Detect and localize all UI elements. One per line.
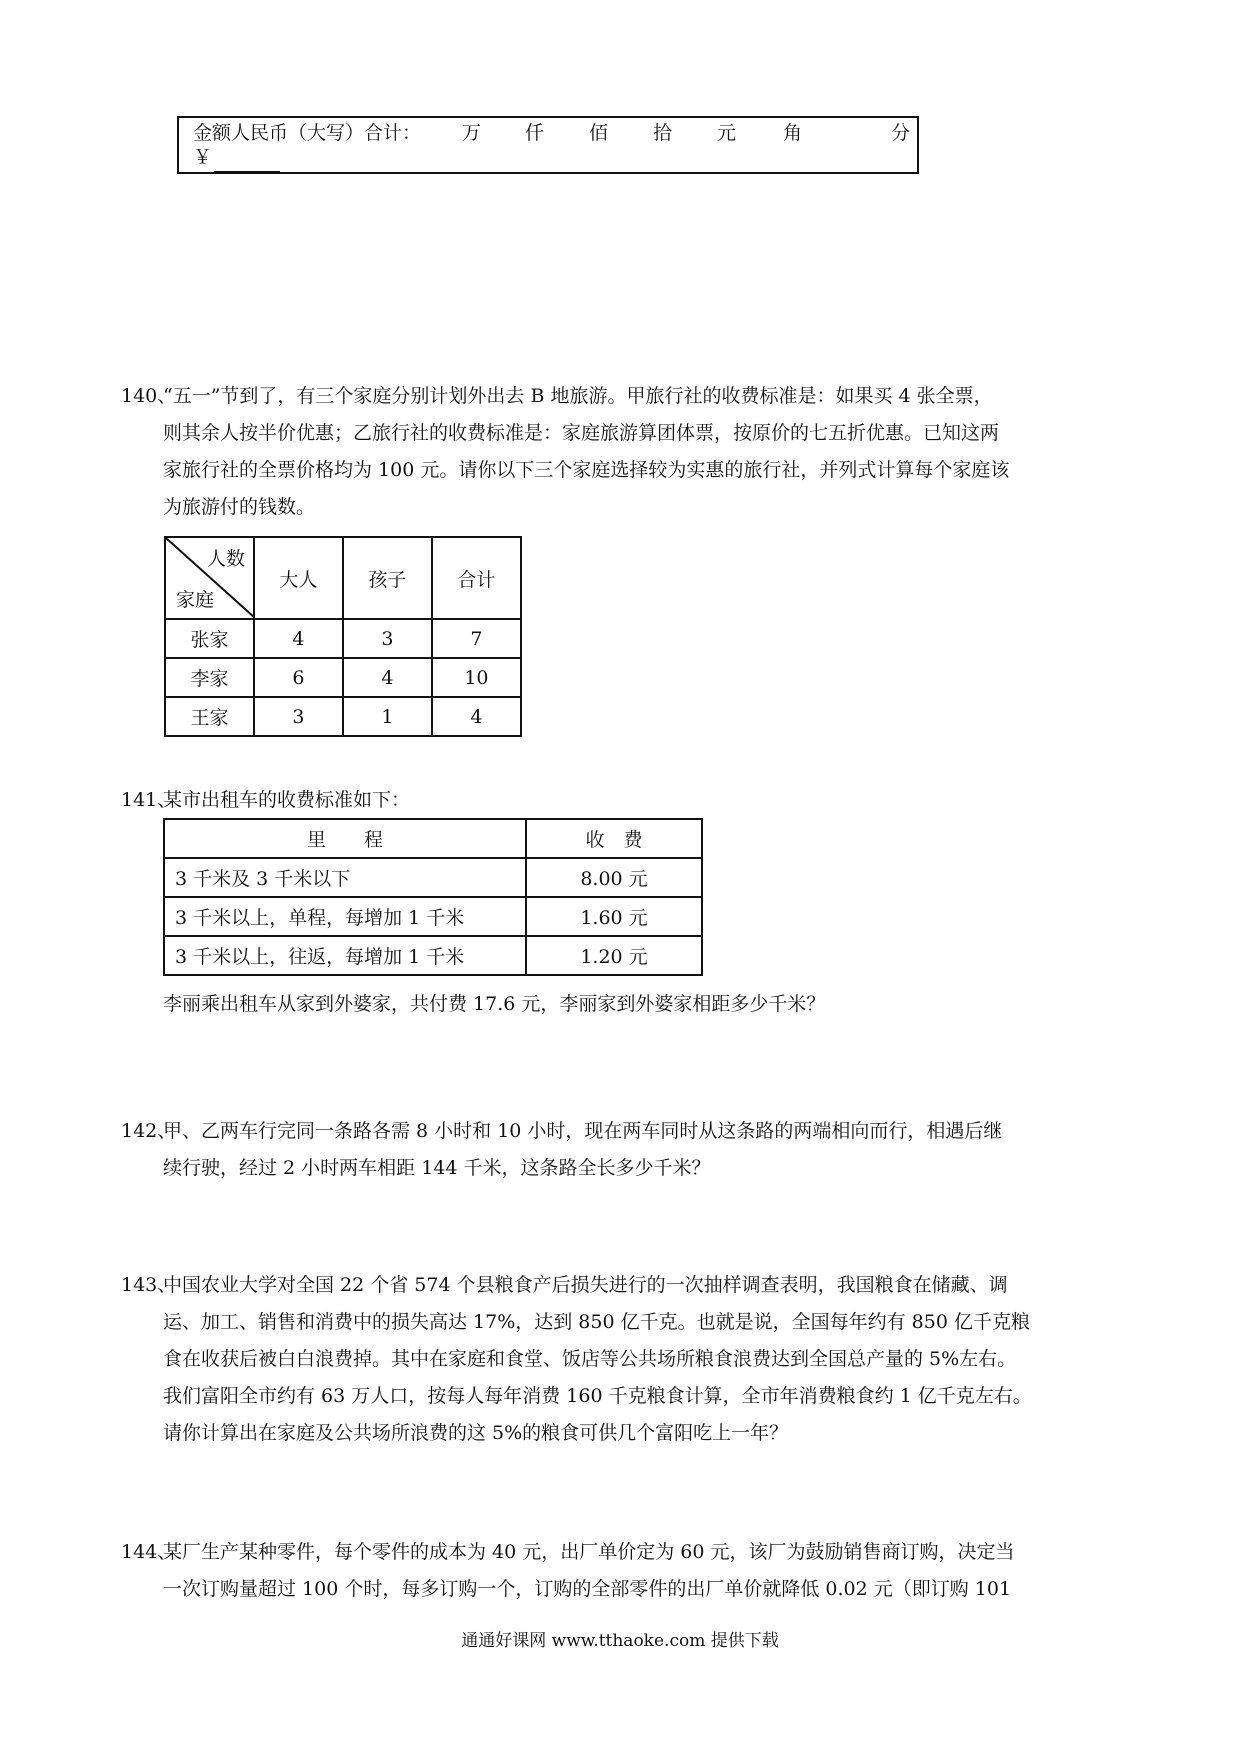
table-cell: 1 <box>343 697 432 736</box>
problem-140-line: 则其余人按半价优惠；乙旅行社的收费标准是：家庭旅游算团体票，按原价的七五折优惠。已知这两 <box>163 422 1000 444</box>
table-header: 里 程 <box>164 819 526 858</box>
table-cell: 10 <box>432 658 521 697</box>
table-header: 合计 <box>432 537 521 619</box>
problem-141-number: 141、 <box>121 789 177 811</box>
table-cell: 4 <box>343 658 432 697</box>
table-row <box>164 858 702 897</box>
unit-jiao: 角 <box>783 122 803 144</box>
table-cell: 3 千米以上，单程，每增加 1 千米 <box>164 897 526 936</box>
table-row <box>164 897 702 936</box>
table-cell: 8.00 元 <box>526 858 702 897</box>
corner-bottom-label: 家庭 <box>176 589 215 611</box>
unit-bai: 佰 <box>589 122 609 144</box>
table-header-row <box>165 537 521 619</box>
table-cell: 李家 <box>165 658 254 697</box>
table-cell: 王家 <box>165 697 254 736</box>
table-cell: 6 <box>254 658 343 697</box>
problem-143-line: 运、加工、销售和消费中的损失高达 17%，达到 850 亿千克。也就是说，全国每年约有 850 亿千克粮 <box>163 1311 1030 1333</box>
problem-140-line: 为旅游付的钱数。 <box>163 496 316 518</box>
table-cell: 1.20 元 <box>526 936 702 975</box>
table-row <box>165 619 521 658</box>
table-row <box>165 658 521 697</box>
problem-143-line: 请你计算出在家庭及公共场所浪费的这 5%的粮食可供几个富阳吃上一年？ <box>163 1422 789 1444</box>
problem-144-number: 144、 <box>121 1541 177 1563</box>
unit-fen: 分 <box>891 122 911 144</box>
problem-140-line: “五一”节到了，有三个家庭分别计划外出去 B 地旅游。甲旅行社的收费标准是：如果买 4 张全票， <box>163 385 993 407</box>
page-footer: 通通好课网 www.tthaoke.com 提供下载 <box>461 1631 779 1651</box>
problem-143-number: 143、 <box>121 1274 177 1296</box>
table-row <box>165 697 521 736</box>
table-header-row <box>164 819 702 858</box>
problem-144-line: 某厂生产某种零件，每个零件的成本为 40 元，出厂单价定为 60 元，该厂为鼓励销售商订购，决定当 <box>163 1541 1015 1563</box>
table-cell: 3 千米以上，往返，每增加 1 千米 <box>164 936 526 975</box>
family-table <box>164 536 522 737</box>
table-cell: 3 <box>254 697 343 736</box>
amount-label: 金额人民币（大写）合计： <box>193 122 422 144</box>
corner-top-label: 人数 <box>206 548 245 570</box>
problem-140-number: 140、 <box>121 385 177 407</box>
unit-shi: 拾 <box>653 122 673 144</box>
currency-line <box>193 142 280 172</box>
problem-141-intro: 某市出租车的收费标准如下： <box>163 789 411 811</box>
table-cell: 7 <box>432 619 521 658</box>
taxi-fare-table <box>163 818 703 976</box>
table-corner-cell <box>165 537 254 619</box>
problem-140-line: 家旅行社的全票价格均为 100 元。请你以下三个家庭选择较为实惠的旅行社，并列式计算每个家庭该 <box>163 459 1010 481</box>
problem-142-number: 142、 <box>121 1120 177 1142</box>
table-cell: 4 <box>254 619 343 658</box>
table-header: 收 费 <box>526 819 702 858</box>
table-header: 大人 <box>254 537 343 619</box>
problem-144-line: 一次订购量超过 100 个时，每多订购一个，订购的全部零件的出厂单价就降低 0.02 元（即订购 101 <box>163 1578 1012 1600</box>
table-cell: 张家 <box>165 619 254 658</box>
amount-box <box>177 116 919 174</box>
problem-143-line: 我们富阳全市约有 63 万人口，按每人每年消费 160 千克粮食计算，全市年消费粮食约 1 亿千克左右。 <box>163 1385 1032 1407</box>
problem-141-question: 李丽乘出租车从家到外婆家，共付费 17.6 元，李丽家到外婆家相距多少千米？ <box>163 993 826 1015</box>
amount-blank <box>214 151 280 172</box>
problem-143-line: 食在收获后被白白浪费掉。其中在家庭和食堂、饭店等公共场所粮食浪费达到全国总产量的 5%左右。 <box>163 1348 1017 1370</box>
table-header: 孩子 <box>343 537 432 619</box>
table-cell: 3 千米及 3 千米以下 <box>164 858 526 897</box>
currency-symbol: ￥ <box>193 146 213 168</box>
problem-142-line: 甲、乙两车行完同一条路各需 8 小时和 10 小时，现在两车同时从这条路的两端相向而行，相遇后继 <box>163 1120 1003 1142</box>
table-cell: 3 <box>343 619 432 658</box>
problem-142-line: 续行驶，经过 2 小时两车相距 144 千米，这条路全长多少千米？ <box>163 1157 711 1179</box>
table-cell: 1.60 元 <box>526 897 702 936</box>
unit-qian: 仟 <box>525 122 545 144</box>
unit-yuan: 元 <box>717 122 737 144</box>
table-row <box>164 936 702 975</box>
unit-wan: 万 <box>462 122 482 144</box>
problem-143-line: 中国农业大学对全国 22 个省 574 个县粮食产后损失进行的一次抽样调查表明，我国粮食在储藏、调 <box>163 1274 1008 1296</box>
table-cell: 4 <box>432 697 521 736</box>
